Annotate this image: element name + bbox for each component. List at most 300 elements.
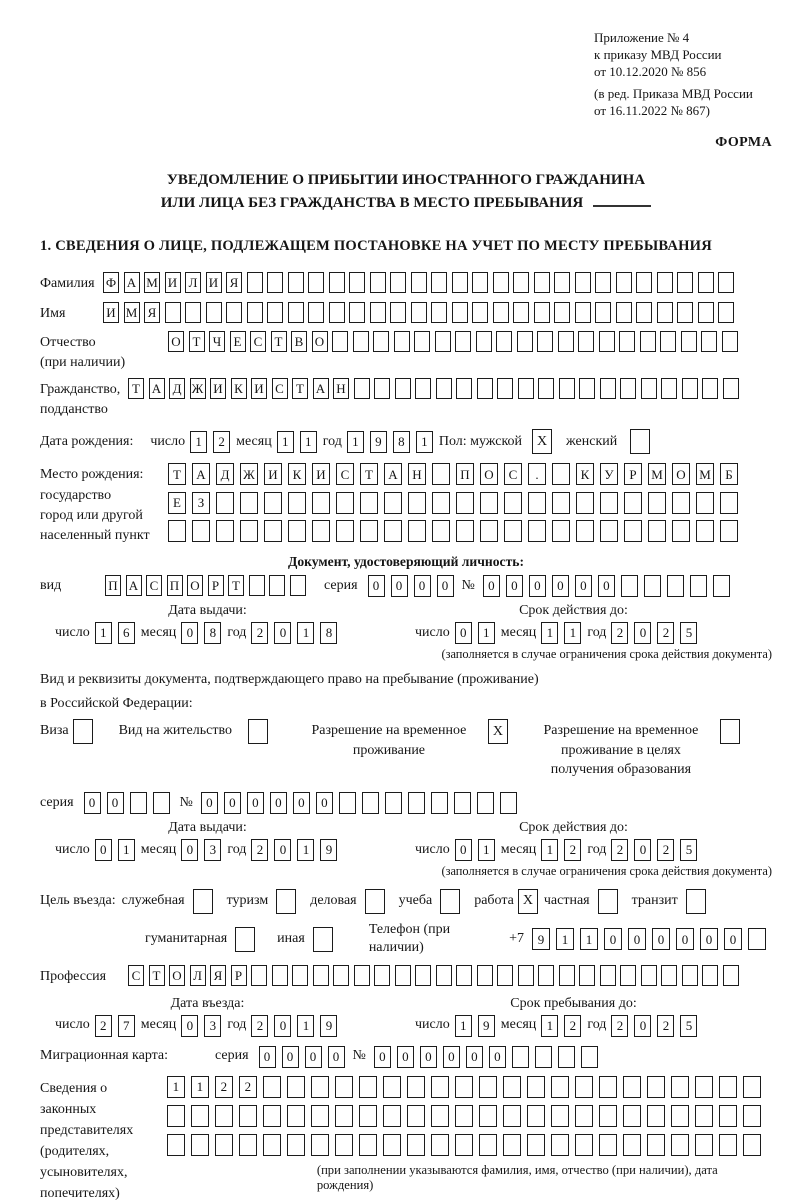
char-cell[interactable]: 2	[95, 1015, 112, 1037]
char-cell[interactable]	[504, 520, 522, 542]
char-cell[interactable]: 0	[529, 575, 546, 597]
char-cell[interactable]: С	[336, 463, 354, 485]
char-cell[interactable]	[335, 1076, 353, 1098]
char-cell[interactable]	[185, 302, 201, 323]
char-cell[interactable]	[431, 1076, 449, 1098]
purpose-tourism-checkbox[interactable]	[276, 889, 296, 914]
char-cell[interactable]	[581, 1046, 598, 1068]
char-cell[interactable]	[559, 965, 575, 986]
temporary-residence-education-checkbox[interactable]	[720, 719, 740, 744]
char-cell[interactable]	[748, 928, 766, 950]
char-cell[interactable]	[719, 1105, 737, 1127]
char-cell[interactable]: 0	[552, 575, 569, 597]
char-cell[interactable]: 5	[680, 1015, 697, 1037]
char-cell[interactable]	[339, 792, 356, 814]
char-cell[interactable]	[623, 1076, 641, 1098]
char-cell[interactable]: Д	[169, 378, 185, 399]
char-cell[interactable]	[647, 1076, 665, 1098]
char-cell[interactable]	[648, 520, 666, 542]
char-cell[interactable]	[682, 965, 698, 986]
char-cell[interactable]	[353, 331, 369, 352]
char-cell[interactable]	[551, 1105, 569, 1127]
char-cell[interactable]	[354, 378, 370, 399]
char-cell[interactable]	[311, 1105, 329, 1127]
char-cell[interactable]	[432, 492, 450, 514]
char-cell[interactable]	[267, 272, 283, 293]
char-cell[interactable]	[527, 1105, 545, 1127]
char-cell[interactable]	[335, 1134, 353, 1156]
char-cell[interactable]: С	[272, 378, 288, 399]
char-cell[interactable]	[360, 520, 378, 542]
char-cell[interactable]	[497, 965, 513, 986]
char-cell[interactable]	[696, 520, 714, 542]
char-cell[interactable]	[329, 302, 345, 323]
char-cell[interactable]	[336, 520, 354, 542]
char-cell[interactable]: 1	[564, 622, 581, 644]
char-cell[interactable]	[362, 792, 379, 814]
char-cell[interactable]	[718, 302, 734, 323]
char-cell[interactable]	[647, 1134, 665, 1156]
char-cell[interactable]	[240, 492, 258, 514]
char-cell[interactable]	[641, 378, 657, 399]
char-cell[interactable]: П	[456, 463, 474, 485]
char-cell[interactable]	[435, 331, 451, 352]
char-cell[interactable]	[552, 492, 570, 514]
char-cell[interactable]: 0	[652, 928, 670, 950]
char-cell[interactable]	[390, 272, 406, 293]
char-cell[interactable]	[240, 520, 258, 542]
char-cell[interactable]	[644, 575, 661, 597]
char-cell[interactable]	[647, 1105, 665, 1127]
char-cell[interactable]	[349, 302, 365, 323]
char-cell[interactable]: О	[187, 575, 203, 596]
char-cell[interactable]: О	[168, 331, 184, 352]
char-cell[interactable]: 1	[95, 622, 112, 644]
char-cell[interactable]: 0	[374, 1046, 391, 1068]
char-cell[interactable]	[513, 302, 529, 323]
char-cell[interactable]	[383, 1076, 401, 1098]
char-cell[interactable]: 0	[259, 1046, 276, 1068]
char-cell[interactable]	[600, 965, 616, 986]
char-cell[interactable]	[308, 272, 324, 293]
char-cell[interactable]	[370, 272, 386, 293]
char-cell[interactable]	[287, 1105, 305, 1127]
char-cell[interactable]	[264, 492, 282, 514]
char-cell[interactable]	[657, 302, 673, 323]
char-cell[interactable]	[312, 492, 330, 514]
char-cell[interactable]: К	[576, 463, 594, 485]
char-cell[interactable]: 1	[118, 839, 135, 861]
char-cell[interactable]	[503, 1076, 521, 1098]
char-cell[interactable]	[383, 1134, 401, 1156]
char-cell[interactable]: Ф	[103, 272, 119, 293]
purpose-other-checkbox[interactable]	[313, 927, 333, 952]
char-cell[interactable]	[578, 331, 594, 352]
char-cell[interactable]: И	[206, 272, 222, 293]
visa-checkbox[interactable]	[73, 719, 93, 744]
char-cell[interactable]	[395, 378, 411, 399]
char-cell[interactable]	[407, 1076, 425, 1098]
char-cell[interactable]	[538, 965, 554, 986]
char-cell[interactable]: 0	[181, 622, 198, 644]
char-cell[interactable]	[682, 378, 698, 399]
char-cell[interactable]	[287, 1134, 305, 1156]
char-cell[interactable]	[575, 1076, 593, 1098]
char-cell[interactable]: В	[291, 331, 307, 352]
char-cell[interactable]	[661, 965, 677, 986]
char-cell[interactable]	[407, 1134, 425, 1156]
char-cell[interactable]	[288, 492, 306, 514]
char-cell[interactable]	[359, 1134, 377, 1156]
char-cell[interactable]	[671, 1134, 689, 1156]
char-cell[interactable]	[576, 492, 594, 514]
char-cell[interactable]	[454, 792, 471, 814]
char-cell[interactable]	[599, 1105, 617, 1127]
char-cell[interactable]: Т	[149, 965, 165, 986]
purpose-private-checkbox[interactable]	[598, 889, 618, 914]
char-cell[interactable]	[504, 492, 522, 514]
char-cell[interactable]: Т	[360, 463, 378, 485]
char-cell[interactable]: С	[128, 965, 144, 986]
char-cell[interactable]	[390, 302, 406, 323]
char-cell[interactable]	[743, 1105, 761, 1127]
char-cell[interactable]: Р	[624, 463, 642, 485]
char-cell[interactable]: Ч	[209, 331, 225, 352]
char-cell[interactable]: 1	[297, 839, 314, 861]
char-cell[interactable]	[359, 1105, 377, 1127]
char-cell[interactable]: Т	[292, 378, 308, 399]
char-cell[interactable]: 0	[316, 792, 333, 814]
char-cell[interactable]	[153, 792, 170, 814]
char-cell[interactable]	[456, 520, 474, 542]
char-cell[interactable]	[713, 575, 730, 597]
char-cell[interactable]	[431, 272, 447, 293]
char-cell[interactable]: О	[480, 463, 498, 485]
char-cell[interactable]	[575, 272, 591, 293]
char-cell[interactable]: 1	[478, 839, 495, 861]
char-cell[interactable]	[249, 575, 265, 596]
char-cell[interactable]: К	[288, 463, 306, 485]
char-cell[interactable]: 0	[634, 1015, 651, 1037]
char-cell[interactable]	[552, 520, 570, 542]
char-cell[interactable]: 2	[215, 1076, 233, 1098]
char-cell[interactable]	[191, 1134, 209, 1156]
char-cell[interactable]	[456, 378, 472, 399]
char-cell[interactable]	[167, 1105, 185, 1127]
char-cell[interactable]	[720, 492, 738, 514]
char-cell[interactable]	[436, 965, 452, 986]
char-cell[interactable]	[677, 272, 693, 293]
char-cell[interactable]	[648, 492, 666, 514]
char-cell[interactable]	[480, 520, 498, 542]
char-cell[interactable]: 1	[191, 1076, 209, 1098]
char-cell[interactable]	[290, 575, 306, 596]
char-cell[interactable]: 0	[598, 575, 615, 597]
char-cell[interactable]	[349, 272, 365, 293]
char-cell[interactable]: 0	[293, 792, 310, 814]
char-cell[interactable]: С	[504, 463, 522, 485]
char-cell[interactable]	[408, 492, 426, 514]
char-cell[interactable]	[455, 1105, 473, 1127]
char-cell[interactable]: А	[126, 575, 142, 596]
char-cell[interactable]: К	[231, 378, 247, 399]
char-cell[interactable]: А	[149, 378, 165, 399]
char-cell[interactable]	[599, 1134, 617, 1156]
char-cell[interactable]	[528, 492, 546, 514]
char-cell[interactable]	[677, 302, 693, 323]
char-cell[interactable]	[620, 378, 636, 399]
char-cell[interactable]	[455, 331, 471, 352]
char-cell[interactable]: 1	[455, 1015, 472, 1037]
purpose-official-checkbox[interactable]	[193, 889, 213, 914]
purpose-humanitarian-checkbox[interactable]	[235, 927, 255, 952]
char-cell[interactable]	[576, 520, 594, 542]
char-cell[interactable]: 0	[506, 575, 523, 597]
char-cell[interactable]	[374, 378, 390, 399]
char-cell[interactable]: 0	[466, 1046, 483, 1068]
char-cell[interactable]	[216, 520, 234, 542]
char-cell[interactable]	[477, 965, 493, 986]
char-cell[interactable]: 0	[575, 575, 592, 597]
sex-female-checkbox[interactable]	[630, 429, 650, 454]
char-cell[interactable]	[534, 302, 550, 323]
char-cell[interactable]	[743, 1134, 761, 1156]
char-cell[interactable]	[667, 575, 684, 597]
char-cell[interactable]	[411, 302, 427, 323]
char-cell[interactable]: 1	[541, 1015, 558, 1037]
char-cell[interactable]: 2	[611, 1015, 628, 1037]
char-cell[interactable]	[624, 520, 642, 542]
char-cell[interactable]	[518, 378, 534, 399]
char-cell[interactable]	[698, 302, 714, 323]
char-cell[interactable]: 0	[84, 792, 101, 814]
char-cell[interactable]	[517, 331, 533, 352]
char-cell[interactable]: .	[528, 463, 546, 485]
char-cell[interactable]: А	[192, 463, 210, 485]
char-cell[interactable]: 0	[328, 1046, 345, 1068]
char-cell[interactable]: 2	[657, 622, 674, 644]
char-cell[interactable]: 1	[167, 1076, 185, 1098]
char-cell[interactable]: О	[169, 965, 185, 986]
char-cell[interactable]: 1	[300, 431, 317, 453]
char-cell[interactable]: 1	[347, 431, 364, 453]
char-cell[interactable]: 0	[628, 928, 646, 950]
char-cell[interactable]	[722, 331, 738, 352]
char-cell[interactable]	[497, 378, 513, 399]
char-cell[interactable]	[452, 272, 468, 293]
char-cell[interactable]: 0	[181, 839, 198, 861]
char-cell[interactable]: 1	[297, 622, 314, 644]
char-cell[interactable]: С	[146, 575, 162, 596]
char-cell[interactable]: 1	[277, 431, 294, 453]
char-cell[interactable]: 2	[564, 839, 581, 861]
char-cell[interactable]	[698, 272, 714, 293]
char-cell[interactable]	[263, 1105, 281, 1127]
char-cell[interactable]	[288, 302, 304, 323]
char-cell[interactable]: 0	[634, 839, 651, 861]
char-cell[interactable]	[660, 331, 676, 352]
char-cell[interactable]	[575, 302, 591, 323]
char-cell[interactable]	[718, 272, 734, 293]
char-cell[interactable]	[335, 1105, 353, 1127]
char-cell[interactable]: 0	[455, 622, 472, 644]
char-cell[interactable]	[621, 575, 638, 597]
char-cell[interactable]: П	[105, 575, 121, 596]
char-cell[interactable]: 0	[414, 575, 431, 597]
char-cell[interactable]	[616, 272, 632, 293]
char-cell[interactable]	[251, 965, 267, 986]
char-cell[interactable]: 0	[397, 1046, 414, 1068]
char-cell[interactable]	[168, 520, 186, 542]
char-cell[interactable]: 1	[541, 622, 558, 644]
char-cell[interactable]	[292, 965, 308, 986]
char-cell[interactable]: 2	[611, 622, 628, 644]
char-cell[interactable]: 0	[274, 839, 291, 861]
char-cell[interactable]	[206, 302, 222, 323]
char-cell[interactable]	[456, 965, 472, 986]
char-cell[interactable]	[247, 272, 263, 293]
char-cell[interactable]: Т	[168, 463, 186, 485]
char-cell[interactable]	[415, 965, 431, 986]
char-cell[interactable]	[165, 302, 181, 323]
char-cell[interactable]: А	[384, 463, 402, 485]
char-cell[interactable]	[600, 378, 616, 399]
char-cell[interactable]: З	[192, 492, 210, 514]
char-cell[interactable]: 0	[107, 792, 124, 814]
char-cell[interactable]: 0	[437, 575, 454, 597]
char-cell[interactable]	[503, 1105, 521, 1127]
char-cell[interactable]: А	[124, 272, 140, 293]
char-cell[interactable]: 0	[282, 1046, 299, 1068]
char-cell[interactable]: 0	[274, 1015, 291, 1037]
char-cell[interactable]	[702, 965, 718, 986]
char-cell[interactable]	[479, 1076, 497, 1098]
char-cell[interactable]	[263, 1076, 281, 1098]
char-cell[interactable]	[554, 272, 570, 293]
char-cell[interactable]	[559, 378, 575, 399]
char-cell[interactable]	[354, 965, 370, 986]
char-cell[interactable]	[623, 1134, 641, 1156]
char-cell[interactable]	[681, 331, 697, 352]
char-cell[interactable]: 2	[251, 839, 268, 861]
char-cell[interactable]: О	[312, 331, 328, 352]
char-cell[interactable]	[558, 331, 574, 352]
char-cell[interactable]: 9	[320, 1015, 337, 1037]
char-cell[interactable]: 1	[541, 839, 558, 861]
char-cell[interactable]	[264, 520, 282, 542]
char-cell[interactable]	[479, 1134, 497, 1156]
char-cell[interactable]	[472, 302, 488, 323]
char-cell[interactable]	[527, 1076, 545, 1098]
char-cell[interactable]	[720, 520, 738, 542]
char-cell[interactable]	[619, 331, 635, 352]
char-cell[interactable]	[247, 302, 263, 323]
char-cell[interactable]	[558, 1046, 575, 1068]
char-cell[interactable]: 2	[251, 622, 268, 644]
char-cell[interactable]	[575, 1105, 593, 1127]
purpose-work-checkbox[interactable]: X	[518, 889, 538, 914]
char-cell[interactable]	[672, 520, 690, 542]
char-cell[interactable]	[332, 331, 348, 352]
char-cell[interactable]	[534, 272, 550, 293]
char-cell[interactable]	[360, 492, 378, 514]
char-cell[interactable]	[272, 965, 288, 986]
char-cell[interactable]: 8	[393, 431, 410, 453]
char-cell[interactable]	[696, 492, 714, 514]
char-cell[interactable]	[394, 331, 410, 352]
char-cell[interactable]: 1	[580, 928, 598, 950]
char-cell[interactable]	[623, 1105, 641, 1127]
char-cell[interactable]	[432, 520, 450, 542]
char-cell[interactable]	[373, 331, 389, 352]
temporary-residence-checkbox[interactable]: X	[488, 719, 508, 744]
char-cell[interactable]	[385, 792, 402, 814]
char-cell[interactable]	[336, 492, 354, 514]
char-cell[interactable]: У	[600, 463, 618, 485]
char-cell[interactable]	[493, 302, 509, 323]
char-cell[interactable]	[407, 1105, 425, 1127]
char-cell[interactable]	[701, 331, 717, 352]
char-cell[interactable]: 8	[204, 622, 221, 644]
char-cell[interactable]: И	[165, 272, 181, 293]
char-cell[interactable]	[308, 302, 324, 323]
char-cell[interactable]: 0	[95, 839, 112, 861]
char-cell[interactable]: С	[250, 331, 266, 352]
char-cell[interactable]: 0	[700, 928, 718, 950]
char-cell[interactable]: 0	[420, 1046, 437, 1068]
char-cell[interactable]	[432, 463, 450, 485]
char-cell[interactable]	[695, 1105, 713, 1127]
char-cell[interactable]: 2	[657, 839, 674, 861]
char-cell[interactable]: Р	[231, 965, 247, 986]
char-cell[interactable]	[374, 965, 390, 986]
char-cell[interactable]	[287, 1076, 305, 1098]
char-cell[interactable]	[456, 492, 474, 514]
char-cell[interactable]: Т	[128, 378, 144, 399]
char-cell[interactable]: 2	[564, 1015, 581, 1037]
char-cell[interactable]: Т	[228, 575, 244, 596]
char-cell[interactable]	[359, 1076, 377, 1098]
char-cell[interactable]: 2	[611, 839, 628, 861]
char-cell[interactable]	[263, 1134, 281, 1156]
char-cell[interactable]	[636, 302, 652, 323]
char-cell[interactable]: Я	[226, 272, 242, 293]
char-cell[interactable]	[239, 1105, 257, 1127]
char-cell[interactable]	[513, 272, 529, 293]
char-cell[interactable]	[512, 1046, 529, 1068]
char-cell[interactable]	[431, 1134, 449, 1156]
char-cell[interactable]	[723, 378, 739, 399]
char-cell[interactable]: 0	[270, 792, 287, 814]
char-cell[interactable]	[528, 520, 546, 542]
char-cell[interactable]	[500, 792, 517, 814]
char-cell[interactable]	[554, 302, 570, 323]
char-cell[interactable]: М	[144, 272, 160, 293]
purpose-business-checkbox[interactable]	[365, 889, 385, 914]
char-cell[interactable]: Д	[216, 463, 234, 485]
char-cell[interactable]	[472, 272, 488, 293]
char-cell[interactable]: Ж	[240, 463, 258, 485]
char-cell[interactable]: 9	[532, 928, 550, 950]
char-cell[interactable]: А	[313, 378, 329, 399]
char-cell[interactable]	[414, 331, 430, 352]
char-cell[interactable]: 1	[556, 928, 574, 950]
char-cell[interactable]	[695, 1134, 713, 1156]
char-cell[interactable]	[288, 272, 304, 293]
char-cell[interactable]	[579, 378, 595, 399]
char-cell[interactable]: 0	[724, 928, 742, 950]
char-cell[interactable]: 1	[478, 622, 495, 644]
